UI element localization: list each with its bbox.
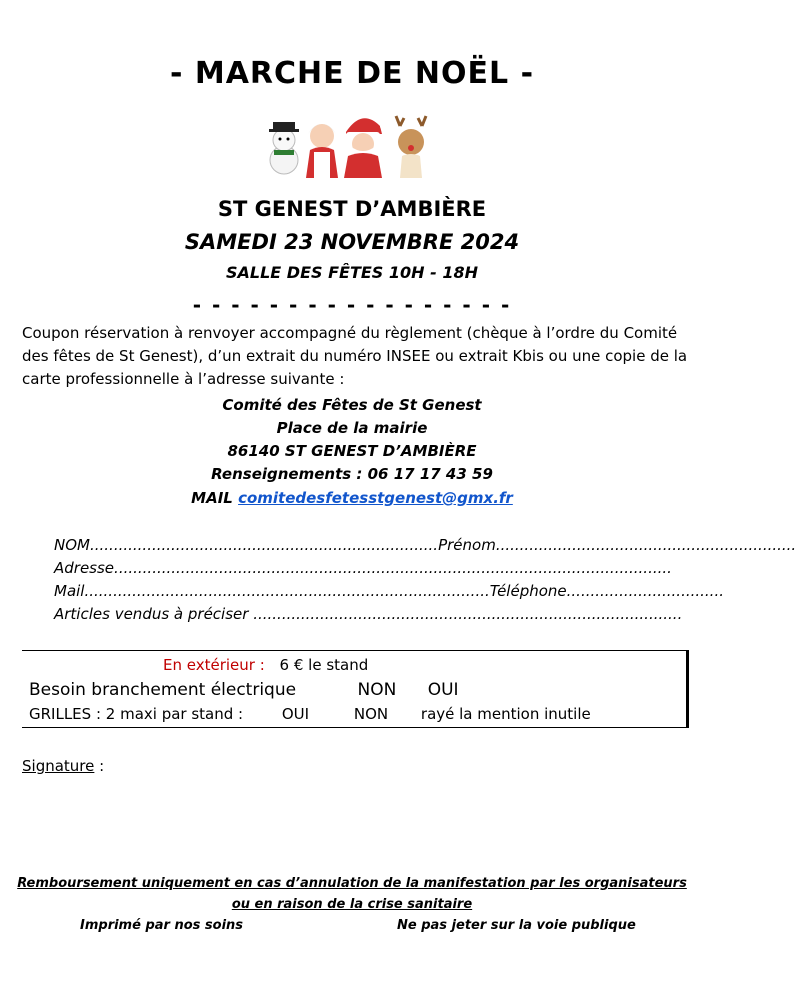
exterieur-label: En extérieur : bbox=[163, 656, 265, 674]
mail-field[interactable]: ..................................................................................... bbox=[84, 582, 490, 600]
mail-label: MAIL bbox=[191, 489, 233, 507]
electric-label: Besoin branchement électrique bbox=[29, 680, 297, 700]
signature-label bbox=[22, 757, 104, 775]
form-row-nom bbox=[54, 536, 796, 554]
electric-row bbox=[29, 680, 459, 700]
christmas-characters-icon bbox=[262, 112, 434, 178]
venue-heading: SALLE DES FÊTES 10H - 18H bbox=[226, 263, 478, 282]
grilles-yes-option[interactable]: OUI bbox=[281, 705, 310, 723]
exterieur-row bbox=[163, 656, 368, 674]
coupon-text: Coupon réservation à renvoyer accompagné du règlement (chèque à l’ordre du Comité des fêtes de St Genest), d’un extrait du numéro INSEE ou extrait Kbis ou une copie de la carte professionnelle à l’adresse suivante : bbox=[22, 324, 688, 388]
telephone-field[interactable]: ................................. bbox=[566, 582, 724, 600]
exterieur-price: 6 € le stand bbox=[279, 656, 369, 674]
signature-colon: : bbox=[94, 757, 105, 775]
form-row-mail bbox=[54, 582, 724, 600]
address-line1: Comité des Fêtes de St Genest bbox=[222, 396, 482, 414]
articles-field[interactable]: .......................................................................................... bbox=[248, 605, 683, 623]
address-line3: 86140 ST GENEST D’AMBIÈRE bbox=[227, 442, 477, 460]
mail-field-label: Mail bbox=[54, 582, 85, 600]
signature-word: Signature bbox=[22, 757, 95, 775]
footer-refund-line2: ou en raison de la crise sanitaire bbox=[231, 897, 473, 912]
form-row-articles bbox=[54, 605, 682, 623]
divider: - - - - - - - - - - - - - - - - - bbox=[192, 293, 512, 317]
location-heading: ST GENEST D’AMBIÈRE bbox=[217, 197, 487, 221]
mail-info bbox=[0, 489, 704, 507]
grilles-label: GRILLES : 2 maxi par stand : bbox=[29, 705, 244, 723]
adresse-field[interactable]: ..................................................................................................................... bbox=[114, 559, 672, 577]
prenom-field[interactable]: ............................................................... bbox=[495, 536, 796, 554]
nom-label: NOM bbox=[54, 536, 90, 554]
articles-label: Articles vendus à préciser bbox=[54, 605, 249, 623]
poster-title: - MARCHE DE NOËL - bbox=[169, 56, 535, 91]
telephone-label: Téléphone bbox=[489, 582, 567, 600]
date-heading: SAMEDI 23 NOVEMBRE 2024 bbox=[184, 230, 520, 254]
prenom-label: Prénom bbox=[438, 536, 496, 554]
footer-refund-line1: Remboursement uniquement en cas d’annulation de la manifestation par les organisateurs bbox=[17, 876, 687, 891]
grilles-no-option[interactable]: NON bbox=[353, 705, 389, 723]
address-line2: Place de la mairie bbox=[276, 419, 428, 437]
form-row-adresse bbox=[54, 559, 672, 577]
footer-dont-throw: Ne pas jeter sur la voie publique bbox=[397, 918, 636, 933]
adresse-label: Adresse bbox=[54, 559, 115, 577]
electric-no-option[interactable]: NON bbox=[357, 680, 397, 700]
nom-field[interactable]: ......................................................................... bbox=[89, 536, 439, 554]
grilles-row bbox=[29, 705, 591, 723]
grilles-note: rayé la mention inutile bbox=[420, 705, 591, 723]
footer-printed: Imprimé par nos soins bbox=[80, 918, 244, 933]
mail-link[interactable]: comitedesfetesstgenest@gmx.fr bbox=[238, 489, 513, 507]
electric-yes-option[interactable]: OUI bbox=[427, 680, 459, 700]
phone-info: Renseignements : 06 17 17 43 59 bbox=[211, 465, 493, 483]
signature-area[interactable] bbox=[22, 790, 682, 860]
